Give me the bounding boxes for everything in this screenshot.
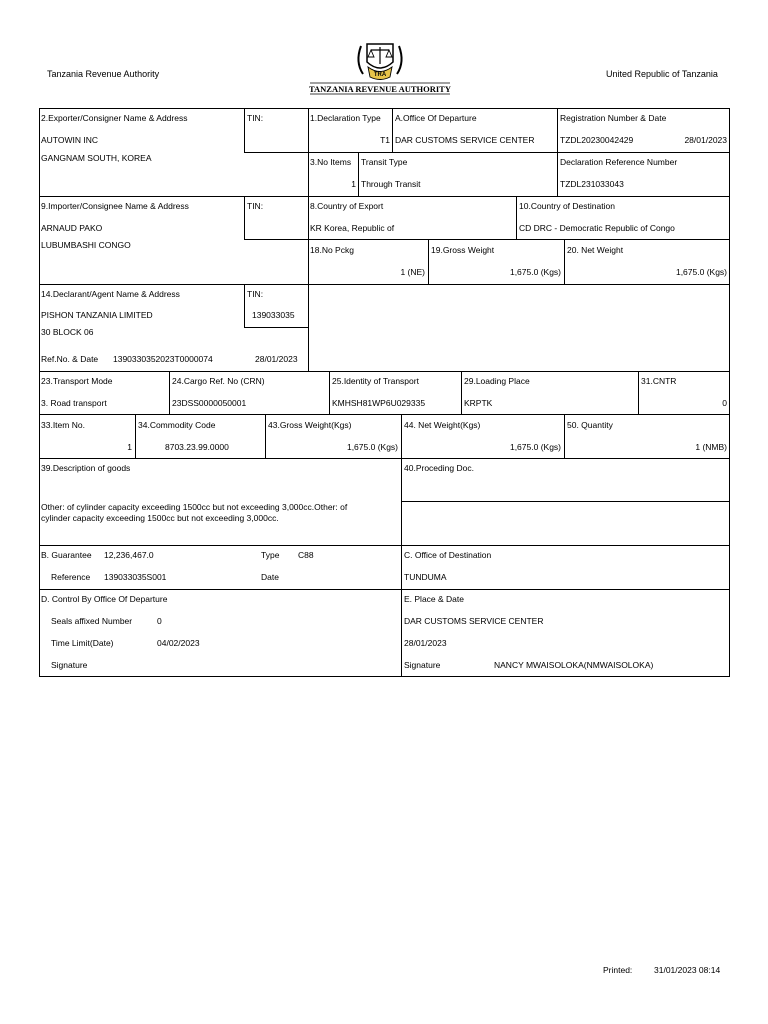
importer-label: 9.Importer/Consignee Name & Address (41, 201, 189, 211)
declarant-ref-label: Ref.No. & Date (41, 354, 99, 364)
country-export-value: KR Korea, Republic of (310, 223, 395, 233)
transport-mode-label: 23.Transport Mode (41, 376, 113, 386)
declarant-tin: 139033035 (252, 310, 295, 320)
quantity-value: 1 (NMB) (695, 442, 727, 452)
control-label: D. Control By Office Of Departure (41, 594, 168, 604)
registration-label: Registration Number & Date (560, 113, 667, 123)
transit-type-label: Transit Type (361, 157, 408, 167)
importer-address: LUBUMBASHI CONGO (41, 240, 131, 250)
place-date-value: 28/01/2023 (404, 638, 447, 648)
logo-badge-text: TRA (373, 72, 387, 78)
office-departure-label: A.Office Of Departure (395, 113, 477, 123)
exporter-tin-label: TIN: (247, 113, 264, 123)
place-value: DAR CUSTOMS SERVICE CENTER (404, 616, 544, 626)
guarantee-date-label: Date (261, 572, 279, 582)
office-destination-value: TUNDUMA (404, 572, 447, 582)
country-export-label: 8.Country of Export (310, 201, 384, 211)
guarantee-amount: 12,236,467.0 (104, 550, 154, 560)
guarantee-reference-label: Reference (51, 572, 91, 582)
item-no-label: 33.Item No. (41, 420, 85, 430)
declaration-type-label: 1.Declaration Type (310, 113, 381, 123)
declarant-label: 14.Declarant/Agent Name & Address (41, 289, 180, 299)
declarant-tin-label: TIN: (247, 289, 264, 299)
cntr-label: 31.CNTR (641, 376, 677, 386)
no-items-label: 3.No Items (310, 157, 352, 167)
registration-date: 28/01/2023 (684, 135, 727, 145)
declaration-ref-value: TZDL231033043 (560, 179, 624, 189)
gross-weight-label: 19.Gross Weight (431, 245, 495, 255)
signatory-name: NANCY MWAISOLOKA(NMWAISOLOKA) (494, 660, 654, 670)
item-net-weight-label: 44. Net Weight(Kgs) (404, 420, 481, 430)
country-destination-value: CD DRC - Democratic Republic of Congo (519, 223, 675, 233)
transit-type-value: Through Transit (361, 179, 421, 189)
proceding-doc-label: 40.Proceding Doc. (404, 463, 474, 473)
office-departure-value: DAR CUSTOMS SERVICE CENTER (395, 135, 535, 145)
guarantee-type-label: Type (261, 550, 280, 560)
logo-caption: TANZANIA REVENUE AUTHORITY (308, 84, 452, 94)
declaration-ref-label: Declaration Reference Number (560, 157, 678, 167)
seals-label: Seals affixed Number (51, 616, 133, 626)
header-left: Tanzania Revenue Authority (47, 69, 160, 79)
importer-name: ARNAUD PAKO (41, 223, 103, 233)
item-no-value: 1 (127, 442, 132, 452)
cntr-value: 0 (722, 398, 727, 408)
registration-number: TZDL20230042429 (560, 135, 634, 145)
place-date-label: E. Place & Date (404, 594, 465, 604)
printed-label: Printed: (603, 965, 633, 975)
exporter-name: AUTOWIN INC (41, 135, 98, 145)
country-destination-label: 10.Country of Destination (519, 201, 615, 211)
declarant-ref-date: 28/01/2023 (255, 354, 298, 364)
transport-identity-label: 25.Identity of Transport (332, 376, 419, 386)
declarant-address: 30 BLOCK 06 (41, 327, 94, 337)
control-signature-label: Signature (51, 660, 88, 670)
net-weight-value: 1,675.0 (Kgs) (675, 267, 727, 277)
description-line-2: cylinder capacity exceeding 1500cc but not exceeding 3,000cc. (41, 513, 279, 523)
exporter-address: GANGNAM SOUTH, KOREA (41, 153, 152, 163)
tra-logo (305, 40, 455, 96)
office-destination-label: C. Office of Destination (404, 550, 492, 560)
description-line-1: Other: of cylinder capacity exceeding 1500cc but not exceeding 3,000cc.Other: of (41, 502, 348, 512)
commodity-code-label: 34.Commodity Code (138, 420, 216, 430)
commodity-code-value: 8703.23.99.0000 (165, 442, 229, 452)
description-label: 39.Description of goods (41, 463, 131, 473)
item-gross-weight-label: 43.Gross Weight(Kgs) (268, 420, 352, 430)
header-right: United Republic of Tanzania (606, 69, 718, 79)
tra-emblem-icon (305, 40, 455, 96)
place-signature-label: Signature (404, 660, 441, 670)
declarant-name: PISHON TANZANIA LIMITED (41, 310, 153, 320)
exporter-label: 2.Exporter/Consigner Name & Address (41, 113, 188, 123)
net-weight-label: 20. Net Weight (567, 245, 624, 255)
printed-timestamp: 31/01/2023 08:14 (654, 965, 721, 975)
no-pckg-label: 18.No Pckg (310, 245, 354, 255)
cargo-ref-value: 23DSS0000050001 (172, 398, 247, 408)
loading-place-label: 29.Loading Place (464, 376, 530, 386)
no-items-value: 1 (351, 179, 356, 189)
time-limit-label: Time Limit(Date) (51, 638, 114, 648)
item-net-weight-value: 1,675.0 (Kgs) (509, 442, 561, 452)
transport-identity-value: KMHSH81WP6U029335 (332, 398, 426, 408)
item-gross-weight-value: 1,675.0 (Kgs) (346, 442, 398, 452)
importer-tin-label: TIN: (247, 201, 264, 211)
guarantee-label: B. Guarantee (41, 550, 92, 560)
guarantee-type: C88 (298, 550, 314, 560)
transport-mode-value: 3. Road transport (41, 398, 107, 408)
guarantee-reference: 139033035S001 (104, 572, 167, 582)
seals-value: 0 (157, 616, 162, 626)
cargo-ref-label: 24.Cargo Ref. No (CRN) (172, 376, 265, 386)
time-limit-value: 04/02/2023 (157, 638, 200, 648)
loading-place-value: KRPTK (464, 398, 493, 408)
declaration-type-value: T1 (380, 135, 390, 145)
declarant-ref-no: 1390330352023T0000074 (113, 354, 213, 364)
no-pckg-value: 1 (NE) (400, 267, 425, 277)
quantity-label: 50. Quantity (567, 420, 613, 430)
gross-weight-value: 1,675.0 (Kgs) (509, 267, 561, 277)
